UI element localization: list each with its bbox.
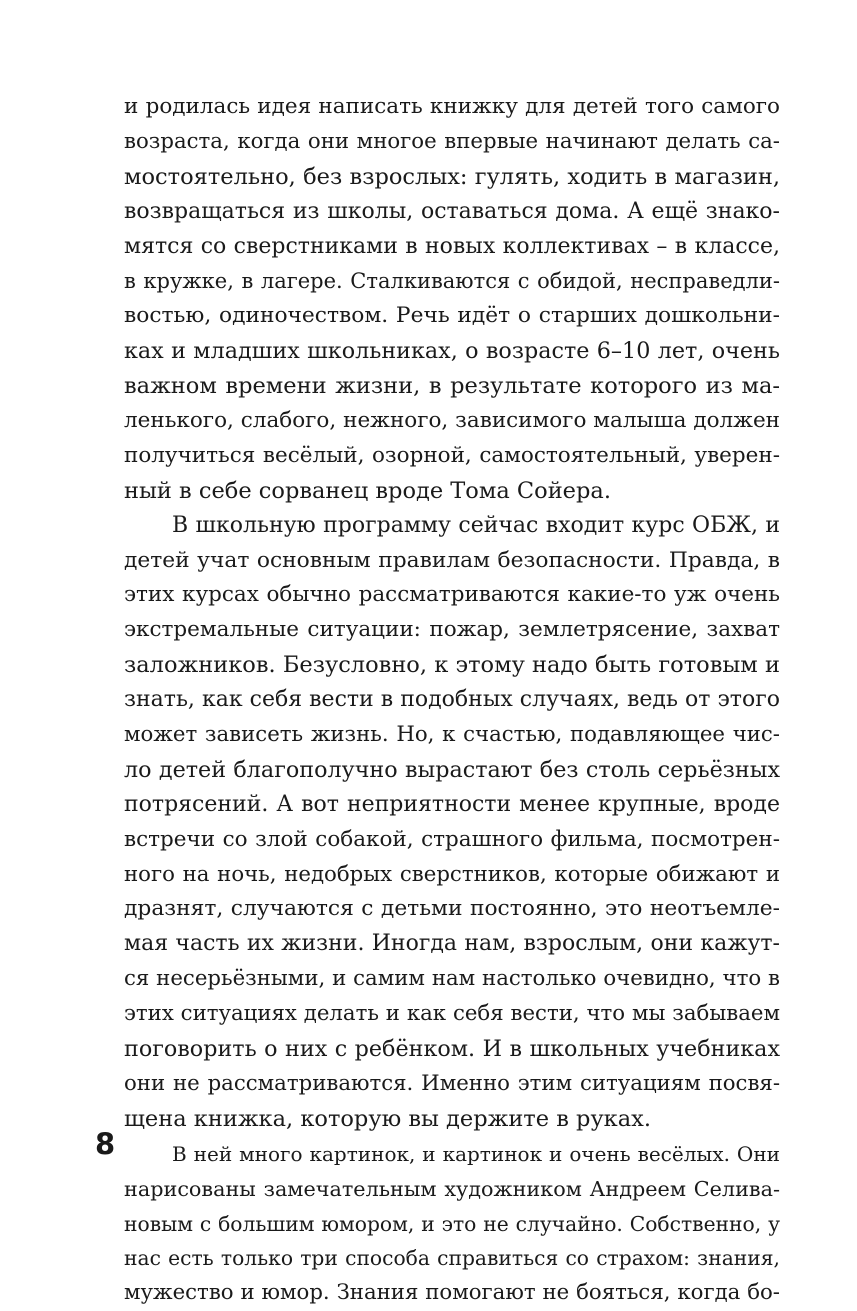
text-line: этих курсах обычно рассматриваются какие-то уж очень (124, 582, 780, 608)
text-line: ся несерьёзными, и самим нам настолько очевидно, что в (124, 966, 780, 992)
text-line: мятся со сверстниками в новых коллективах – в классе, (124, 233, 780, 259)
text-line: мостоятельно, без взрослых: гулять, ходить в магазин, (124, 163, 780, 190)
text-line: ленького, слабого, нежного, зависимого малыша должен (124, 408, 780, 434)
text-line: экстремальные ситуации: пожар, землетрясение, захват (124, 617, 780, 643)
paragraph-3 (124, 1137, 780, 1311)
text-line: ло детей благополучно вырастают без столь серьёзных (124, 756, 780, 783)
text-line: нас есть только три способа справиться со страхом: знания, (124, 1246, 780, 1271)
text-line: новым с большим юмором, и это не случайно. Собственно, у (124, 1211, 780, 1236)
page-number: 8 (95, 1127, 116, 1161)
text-line: нарисованы замечательным художником Андреем Селива- (124, 1176, 780, 1201)
text-line: ного на ночь, недобрых сверстников, которые обижают и (124, 861, 780, 887)
text-line: они не рассматриваются. Именно этим ситуациям посвя- (124, 1070, 780, 1096)
text-line: ках и младших школьниках, о возрасте 6–10 лет, очень (124, 338, 780, 365)
text-line: может зависеть жизнь. Но, к счастью, подавляющее чис- (124, 722, 780, 748)
text-line: потрясений. А вот неприятности менее крупные, вроде (124, 791, 780, 817)
text-line: важном времени жизни, в результате которого из ма- (124, 373, 780, 400)
paragraph-1 (124, 90, 780, 509)
text-line: В ней много картинок, и картинок и очень весёлых. Они (172, 1141, 780, 1166)
text-line: мужество и юмор. Знания помогают не бояться, когда бо- (124, 1280, 780, 1306)
text-line: щена книжка, которую вы держите в руках. (124, 1105, 652, 1132)
text-line: ный в себе сорванец вроде Тома Сойера. (124, 477, 611, 504)
paragraph-2 (124, 509, 780, 1137)
text-line: получиться весёлый, озорной, самостоятельный, уверен- (124, 442, 780, 468)
body-text (124, 90, 780, 1311)
text-line: детей учат основным правилам безопасности. Правда, в (124, 547, 780, 573)
text-line: В школьную программу сейчас входит курс ОБЖ, и (172, 512, 780, 538)
text-line: возвращаться из школы, оставаться дома. А ещё знако- (124, 198, 780, 224)
text-line: и родилась идея написать книжку для детей того самого (124, 94, 780, 119)
text-line: этих ситуациях делать и как себя вести, что мы забываем (124, 1001, 780, 1027)
text-line: заложников. Безусловно, к этому надо быть готовым и (124, 652, 780, 679)
text-line: знать, как себя вести в подобных случаях, ведь от этого (124, 687, 780, 713)
text-line: возраста, когда они многое впервые начинают делать са- (124, 128, 780, 154)
text-line: встречи со злой собакой, страшного фильма, посмотрен- (124, 826, 780, 852)
text-line: востью, одиночеством. Речь идёт о старших дошкольни- (124, 303, 780, 329)
text-line: дразнят, случаются с детьми постоянно, это неотъемле- (124, 896, 780, 922)
text-line: мая часть их жизни. Иногда нам, взрослым, они кажут- (124, 931, 780, 957)
text-line: в кружке, в лагере. Сталкиваются с обидой, несправедли- (124, 269, 780, 294)
text-line: поговорить о них с ребёнком. И в школьных учебниках (124, 1036, 780, 1063)
